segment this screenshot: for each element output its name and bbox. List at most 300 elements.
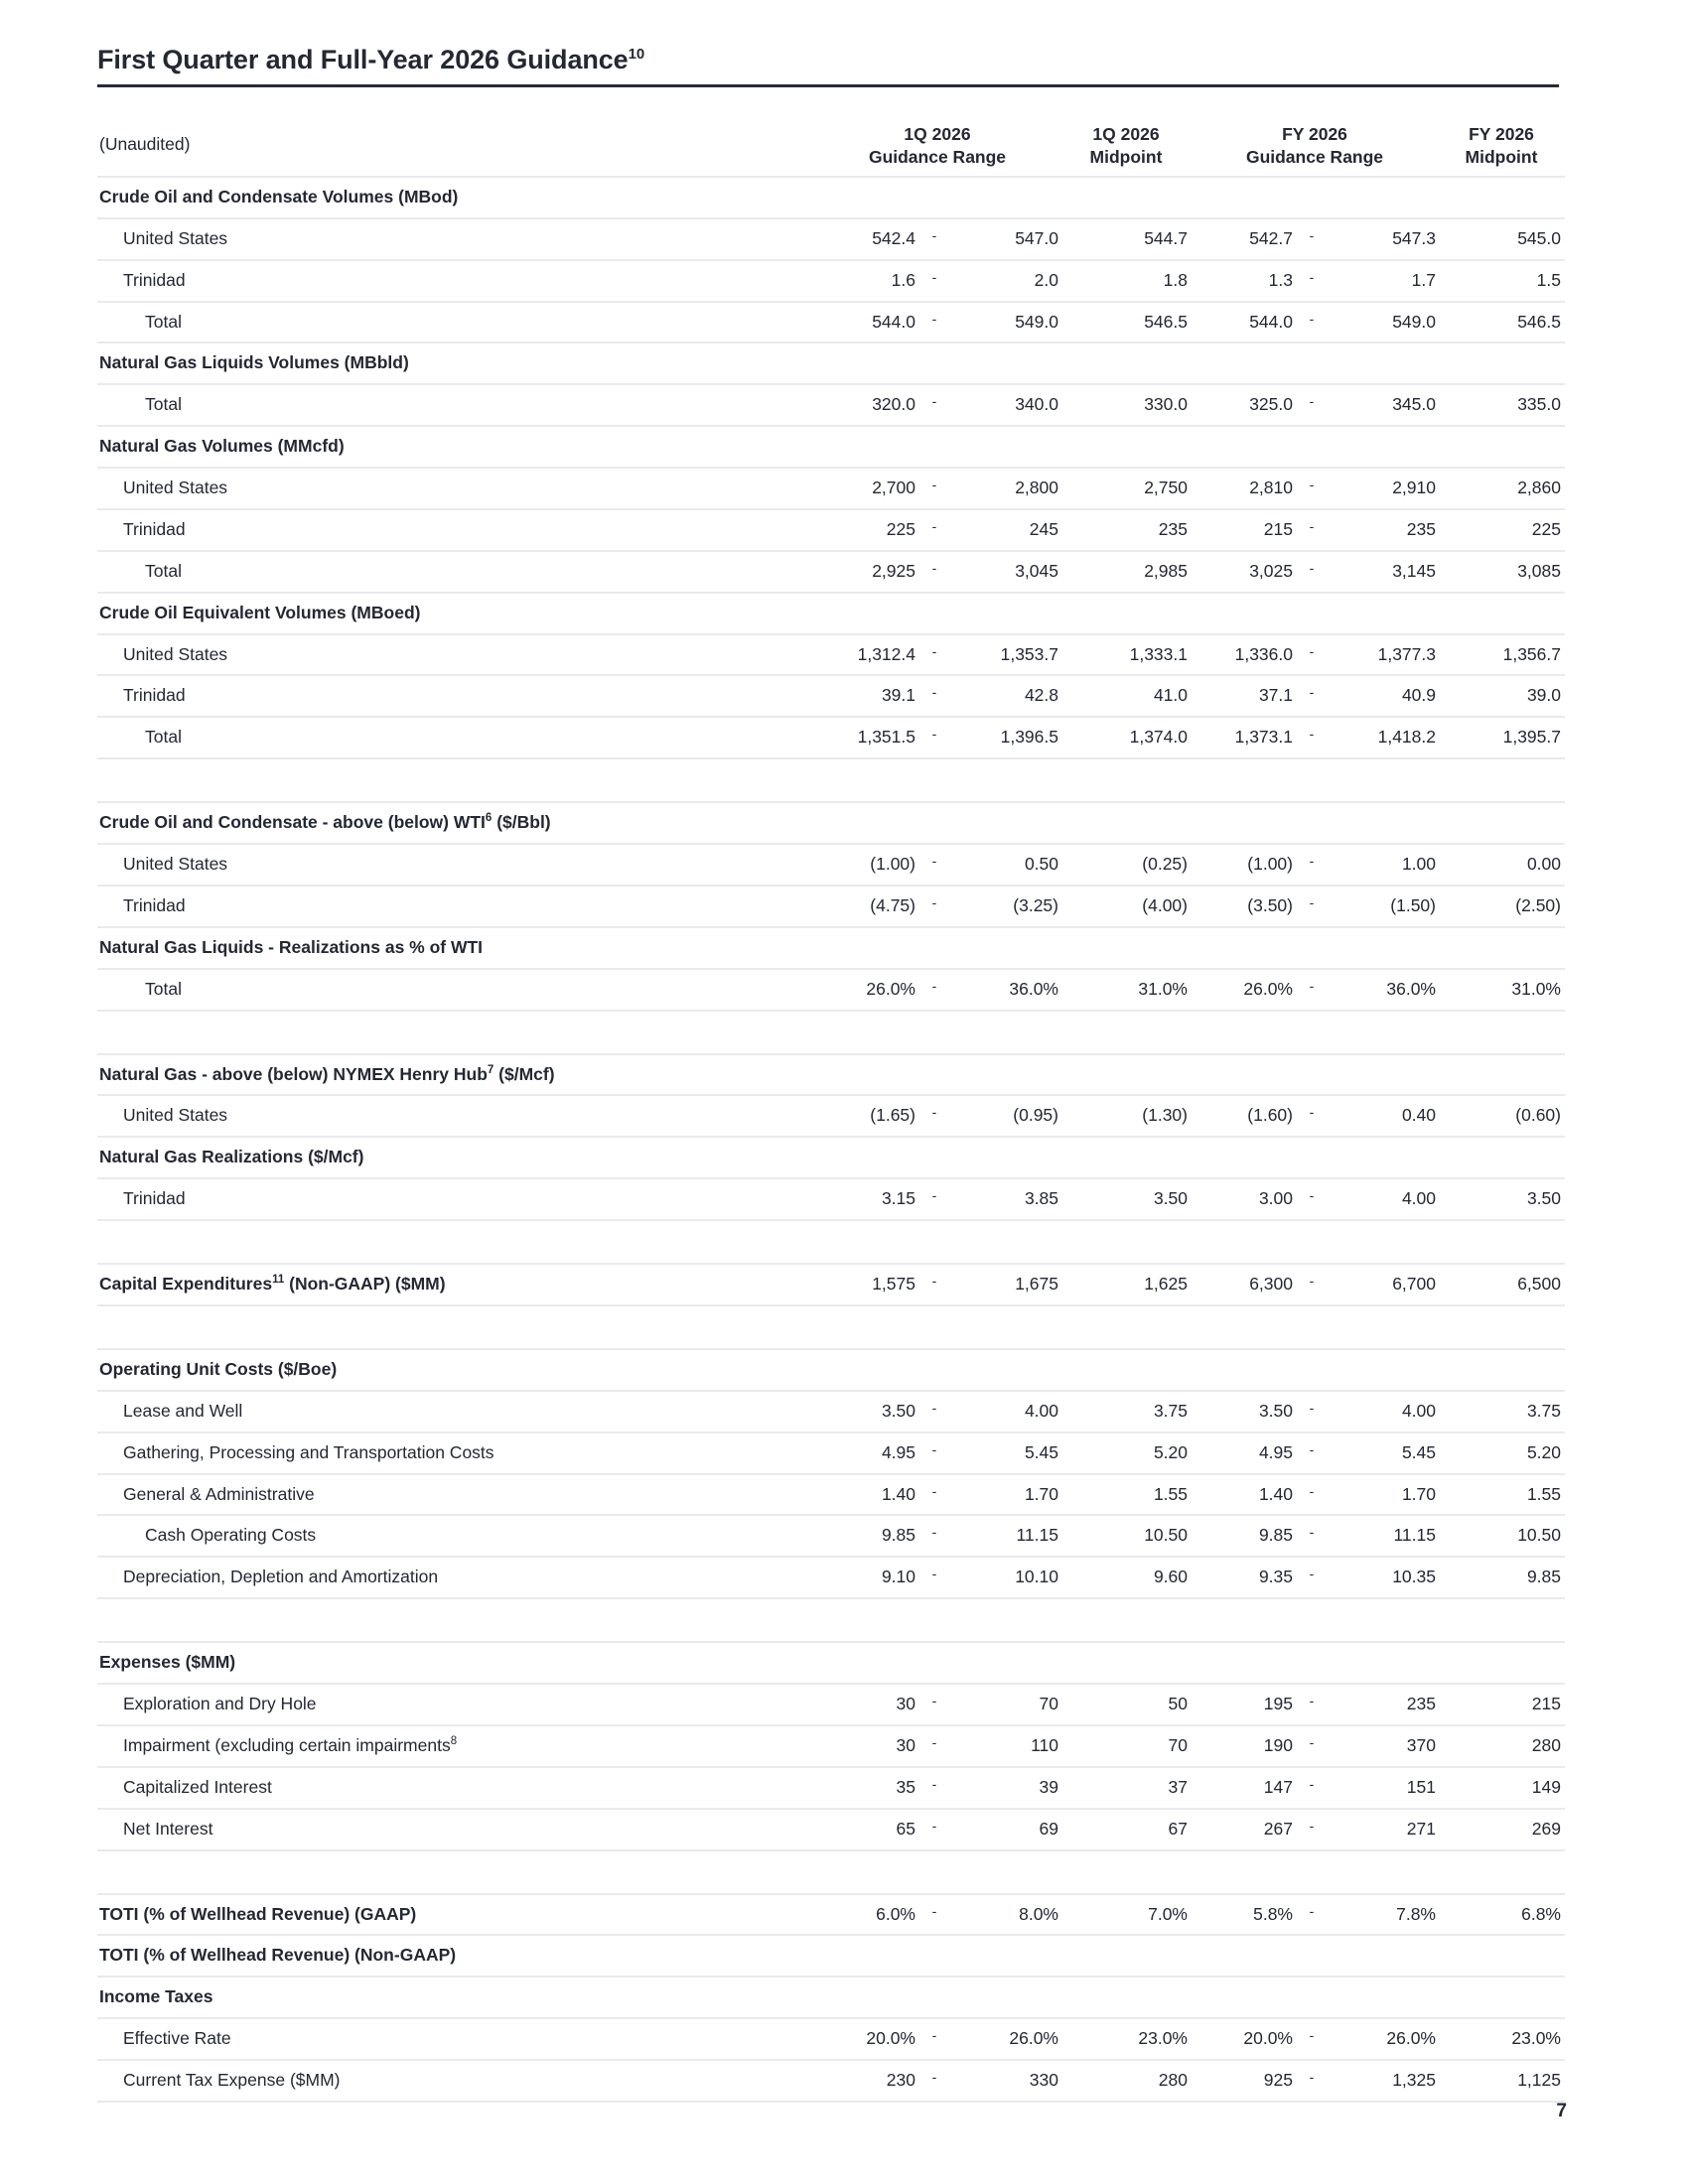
fy-midpoint [1438, 1642, 1565, 1684]
row-label-text: Natural Gas Volumes (MMcfd) [99, 436, 345, 457]
column-header-1q-guidance-range [814, 123, 1060, 177]
q-range-dash: - [917, 886, 951, 927]
row-label-text: Trinidad [123, 269, 186, 290]
fy-midpoint [1438, 593, 1565, 634]
fy-range-low: 3.00 [1192, 1178, 1295, 1220]
q-range-high [951, 177, 1060, 218]
fy-range-dash: - [1295, 468, 1329, 509]
table-row [97, 342, 1565, 384]
table-row [97, 634, 1565, 676]
row-label-text: Total [145, 394, 182, 415]
fy-midpoint [1438, 1137, 1565, 1178]
table-row [97, 509, 1565, 551]
row-label [97, 426, 814, 468]
table-row [97, 1137, 1565, 1178]
q-range-high: 1.70 [951, 1474, 1060, 1516]
table-row [97, 468, 1565, 509]
table-row [97, 1054, 1565, 1096]
fy-range-dash: - [1295, 260, 1329, 302]
fy-midpoint: 269 [1438, 1809, 1565, 1850]
row-label [97, 927, 814, 969]
q-range-dash: - [917, 1767, 951, 1809]
q-range-dash: - [917, 302, 951, 343]
fy-midpoint: 10.50 [1438, 1515, 1565, 1557]
fy-midpoint [1438, 177, 1565, 218]
fy-range-low [1192, 927, 1295, 969]
fy-range-high [1329, 1935, 1438, 1977]
row-label [97, 717, 814, 758]
fy-range-dash [1295, 342, 1329, 384]
fy-range-dash: - [1295, 1725, 1329, 1767]
fy-range-high: 4.00 [1329, 1178, 1438, 1220]
q-range-high: 1,675 [951, 1264, 1060, 1305]
spacer-cell [97, 1220, 1565, 1264]
fy-range-low: 9.35 [1192, 1557, 1295, 1598]
row-label-text: United States [123, 643, 228, 664]
row-label [97, 1178, 814, 1220]
row-label-text: Exploration and Dry Hole [123, 1694, 317, 1714]
row-label-text: Depreciation, Depletion and Amortization [123, 1567, 439, 1587]
fy-range-dash: - [1295, 551, 1329, 593]
fy-range-high: 3,145 [1329, 551, 1438, 593]
row-label-text: TOTI (% of Wellhead Revenue) (GAAP) [99, 1903, 417, 1924]
row-label-text: Income Taxes [99, 1986, 213, 2007]
fy-range-low: 267 [1192, 1809, 1295, 1850]
row-label-text: Natural Gas Liquids Volumes (MBbld) [99, 352, 409, 373]
spacer-cell [97, 1011, 1565, 1054]
q-midpoint: 546.5 [1060, 302, 1192, 343]
q-midpoint: 1.8 [1060, 260, 1192, 302]
q-midpoint [1060, 177, 1192, 218]
q-range-dash: - [917, 1515, 951, 1557]
row-label [97, 177, 814, 218]
q-range-high [951, 927, 1060, 969]
fy-midpoint: 3.50 [1438, 1178, 1565, 1220]
col4-line1: FY 2026 [1469, 123, 1534, 144]
fy-range-high: 4.00 [1329, 1391, 1438, 1433]
q-range-low: 1,351.5 [814, 717, 917, 758]
q-range-dash: - [917, 717, 951, 758]
row-label-text: Net Interest [123, 1818, 213, 1839]
fy-midpoint: 1.55 [1438, 1474, 1565, 1516]
q-midpoint [1060, 927, 1192, 969]
q-range-dash: - [917, 969, 951, 1011]
row-label-text: Current Tax Expense ($MM) [123, 2070, 341, 2091]
fy-midpoint: 6.8% [1438, 1894, 1565, 1936]
q-range-low: 39.1 [814, 675, 917, 717]
table-row [97, 1264, 1565, 1305]
q-range-low: 30 [814, 1725, 917, 1767]
table-row [97, 260, 1565, 302]
fy-range-dash: - [1295, 218, 1329, 260]
q-range-dash: - [917, 509, 951, 551]
fy-range-low: 1.40 [1192, 1474, 1295, 1516]
fy-range-low: 544.0 [1192, 302, 1295, 343]
row-label-text: TOTI (% of Wellhead Revenue) (Non-GAAP) [99, 1945, 457, 1966]
fy-range-high: 1.7 [1329, 260, 1438, 302]
row-label-text: Effective Rate [123, 2028, 231, 2049]
table-row [97, 1767, 1565, 1809]
row-label [97, 634, 814, 676]
fy-range-dash: - [1295, 844, 1329, 886]
fy-range-high: 1,377.3 [1329, 634, 1438, 676]
row-label [97, 342, 814, 384]
col2-line1: 1Q 2026 [1092, 123, 1160, 144]
col4-line2: Midpoint [1465, 147, 1538, 168]
q-range-low: 9.85 [814, 1515, 917, 1557]
q-range-low: 544.0 [814, 302, 917, 343]
row-label-suffix: (Non-GAAP) ($MM) [284, 1274, 446, 1295]
fy-midpoint: 1,395.7 [1438, 717, 1565, 758]
table-row [97, 1894, 1565, 1936]
q-range-low: 9.10 [814, 1557, 917, 1598]
q-midpoint [1060, 593, 1192, 634]
fy-range-dash: - [1295, 384, 1329, 426]
q-range-high [951, 1935, 1060, 1977]
row-label-suffix: ($/Bbl) [492, 812, 551, 833]
fy-range-dash: - [1295, 675, 1329, 717]
row-label-text: Lease and Well [123, 1400, 243, 1421]
row-label [97, 551, 814, 593]
fy-range-dash: - [1295, 969, 1329, 1011]
fy-midpoint: 149 [1438, 1767, 1565, 1809]
q-midpoint: (0.25) [1060, 844, 1192, 886]
fy-range-low: 542.7 [1192, 218, 1295, 260]
row-label [97, 2060, 814, 2102]
q-range-dash [917, 1977, 951, 2018]
q-range-dash: - [917, 1474, 951, 1516]
table-row [97, 927, 1565, 969]
table-row [97, 177, 1565, 218]
fy-range-dash: - [1295, 1474, 1329, 1516]
fy-midpoint: 546.5 [1438, 302, 1565, 343]
fy-range-dash: - [1295, 1515, 1329, 1557]
fy-range-dash: - [1295, 1809, 1329, 1850]
fy-range-low [1192, 802, 1295, 844]
row-label [97, 1474, 814, 1516]
q-range-high: 69 [951, 1809, 1060, 1850]
fy-range-high [1329, 342, 1438, 384]
spacer-cell [97, 1850, 1565, 1894]
spacer-cell [97, 1305, 1565, 1349]
table-row [97, 302, 1565, 343]
q-midpoint [1060, 342, 1192, 384]
q-range-high: 0.50 [951, 844, 1060, 886]
q-range-low: 35 [814, 1767, 917, 1809]
table-row [97, 1977, 1565, 2018]
fy-range-high: 2,910 [1329, 468, 1438, 509]
fy-range-dash: - [1295, 1095, 1329, 1137]
fy-range-high: 10.35 [1329, 1557, 1438, 1598]
q-range-low: 4.95 [814, 1433, 917, 1474]
q-range-low: 26.0% [814, 969, 917, 1011]
row-label-text: Crude Oil and Condensate - above (below) WTI [99, 812, 486, 833]
fy-midpoint: 225 [1438, 509, 1565, 551]
q-range-low: 225 [814, 509, 917, 551]
row-label [97, 260, 814, 302]
fy-range-dash [1295, 927, 1329, 969]
fy-range-high [1329, 802, 1438, 844]
fy-range-low: 3,025 [1192, 551, 1295, 593]
row-label [97, 468, 814, 509]
fy-midpoint [1438, 1977, 1565, 2018]
row-label [97, 218, 814, 260]
fy-midpoint: 3.75 [1438, 1391, 1565, 1433]
fy-range-low: 37.1 [1192, 675, 1295, 717]
q-range-high: 26.0% [951, 2018, 1060, 2060]
fy-range-low: 195 [1192, 1684, 1295, 1725]
table-row [97, 426, 1565, 468]
fy-midpoint: 0.00 [1438, 844, 1565, 886]
fy-range-dash: - [1295, 1391, 1329, 1433]
fy-range-high: 36.0% [1329, 969, 1438, 1011]
table-row [97, 2060, 1565, 2102]
fy-range-low [1192, 177, 1295, 218]
q-midpoint: 1.55 [1060, 1474, 1192, 1516]
fy-midpoint: 5.20 [1438, 1433, 1565, 1474]
fy-range-low: 1,336.0 [1192, 634, 1295, 676]
fy-range-low: 215 [1192, 509, 1295, 551]
fy-range-low: (1.00) [1192, 844, 1295, 886]
q-range-dash: - [917, 1557, 951, 1598]
q-range-low [814, 1935, 917, 1977]
row-label [97, 1557, 814, 1598]
row-label [97, 1515, 814, 1557]
page-title [97, 46, 1559, 75]
q-range-high: 5.45 [951, 1433, 1060, 1474]
table-row [97, 1349, 1565, 1391]
q-midpoint: 2,985 [1060, 551, 1192, 593]
fy-range-dash: - [1295, 1178, 1329, 1220]
fy-range-low: 6,300 [1192, 1264, 1295, 1305]
fy-midpoint [1438, 802, 1565, 844]
q-range-dash: - [917, 551, 951, 593]
q-midpoint [1060, 1349, 1192, 1391]
q-range-high: 11.15 [951, 1515, 1060, 1557]
fy-midpoint: 31.0% [1438, 969, 1565, 1011]
row-label-text: Trinidad [123, 518, 186, 539]
q-range-high [951, 1642, 1060, 1684]
q-midpoint: 41.0 [1060, 675, 1192, 717]
fy-range-high [1329, 1349, 1438, 1391]
row-label-footnote: 6 [485, 812, 492, 825]
table-body [97, 177, 1565, 2102]
row-label-text: Impairment (excluding certain impairments [123, 1734, 451, 1755]
fy-range-high: 26.0% [1329, 2018, 1438, 2060]
fy-range-high: 547.3 [1329, 218, 1438, 260]
fy-range-low: 147 [1192, 1767, 1295, 1809]
q-midpoint: 5.20 [1060, 1433, 1192, 1474]
q-range-high [951, 593, 1060, 634]
q-range-high: 4.00 [951, 1391, 1060, 1433]
table-header [97, 123, 1565, 177]
row-label [97, 509, 814, 551]
row-label-text: Operating Unit Costs ($/Boe) [99, 1358, 338, 1379]
fy-range-low [1192, 1054, 1295, 1096]
row-label [97, 1391, 814, 1433]
row-label [97, 302, 814, 343]
q-range-high: 547.0 [951, 218, 1060, 260]
row-label [97, 844, 814, 886]
row-label-text: Capital Expenditures [99, 1274, 273, 1295]
row-label [97, 384, 814, 426]
q-range-low [814, 1349, 917, 1391]
table-spacer-row [97, 1220, 1565, 1264]
q-range-dash: - [917, 1264, 951, 1305]
q-range-low [814, 426, 917, 468]
fy-midpoint: (2.50) [1438, 886, 1565, 927]
fy-range-dash: - [1295, 634, 1329, 676]
q-range-dash [917, 1054, 951, 1096]
fy-range-dash [1295, 177, 1329, 218]
fy-midpoint: 1,125 [1438, 2060, 1565, 2102]
fy-midpoint: 3,085 [1438, 551, 1565, 593]
q-midpoint: 67 [1060, 1809, 1192, 1850]
fy-midpoint [1438, 426, 1565, 468]
fy-range-low: 20.0% [1192, 2018, 1295, 2060]
fy-range-low: 26.0% [1192, 969, 1295, 1011]
q-range-dash: - [917, 1178, 951, 1220]
fy-range-dash: - [1295, 886, 1329, 927]
fy-range-high [1329, 1137, 1438, 1178]
q-range-low [814, 177, 917, 218]
fy-range-high: 7.8% [1329, 1894, 1438, 1936]
fy-range-high: 1,418.2 [1329, 717, 1438, 758]
q-range-high: 2,800 [951, 468, 1060, 509]
q-range-high: 1,396.5 [951, 717, 1060, 758]
row-label [97, 1935, 814, 1977]
q-range-high [951, 342, 1060, 384]
q-range-dash: - [917, 2018, 951, 2060]
q-range-low: 1,575 [814, 1264, 917, 1305]
table-row [97, 1433, 1565, 1474]
page-number: 7 [1556, 2101, 1567, 2121]
row-label-text: Gathering, Processing and Transportation Costs [123, 1441, 494, 1462]
fy-range-low: 3.50 [1192, 1391, 1295, 1433]
fy-range-low [1192, 1642, 1295, 1684]
q-midpoint: 544.7 [1060, 218, 1192, 260]
fy-range-dash [1295, 426, 1329, 468]
q-range-high: 36.0% [951, 969, 1060, 1011]
q-range-dash: - [917, 1684, 951, 1725]
q-midpoint: 1,625 [1060, 1264, 1192, 1305]
table-spacer-row [97, 1598, 1565, 1642]
q-midpoint [1060, 1054, 1192, 1096]
fy-range-dash [1295, 802, 1329, 844]
fy-range-dash: - [1295, 1433, 1329, 1474]
q-midpoint: 31.0% [1060, 969, 1192, 1011]
row-label-text: Trinidad [123, 894, 186, 915]
q-midpoint: 23.0% [1060, 2018, 1192, 2060]
column-header-fy-midpoint [1438, 123, 1565, 177]
fy-midpoint [1438, 1054, 1565, 1096]
q-range-high: (3.25) [951, 886, 1060, 927]
q-range-low [814, 927, 917, 969]
table-row [97, 593, 1565, 634]
fy-range-dash [1295, 1935, 1329, 1977]
q-range-low [814, 1642, 917, 1684]
row-label [97, 2018, 814, 2060]
fy-range-high: 6,700 [1329, 1264, 1438, 1305]
fy-range-dash: - [1295, 302, 1329, 343]
q-range-low: 65 [814, 1809, 917, 1850]
row-label-text: Total [145, 978, 182, 999]
q-range-low [814, 1054, 917, 1096]
fy-range-low: (1.60) [1192, 1095, 1295, 1137]
q-range-dash: - [917, 844, 951, 886]
fy-midpoint: 6,500 [1438, 1264, 1565, 1305]
page-title-footnote: 10 [628, 46, 645, 63]
q-range-dash: - [917, 384, 951, 426]
fy-range-dash: - [1295, 509, 1329, 551]
table-row [97, 1095, 1565, 1137]
q-range-dash: - [917, 468, 951, 509]
fy-range-high: 5.45 [1329, 1433, 1438, 1474]
table-row [97, 384, 1565, 426]
q-range-high [951, 802, 1060, 844]
col3-line2: Guidance Range [1245, 147, 1384, 168]
fy-range-dash [1295, 1642, 1329, 1684]
fy-range-high: 1,325 [1329, 2060, 1438, 2102]
spacer-cell [97, 1598, 1565, 1642]
fy-midpoint: 2,860 [1438, 468, 1565, 509]
q-range-dash [917, 1349, 951, 1391]
fy-midpoint: 1,356.7 [1438, 634, 1565, 676]
q-midpoint [1060, 1137, 1192, 1178]
table-row [97, 886, 1565, 927]
spacer-cell [97, 758, 1565, 802]
row-label [97, 1137, 814, 1178]
q-midpoint: 10.50 [1060, 1515, 1192, 1557]
q-range-dash [917, 927, 951, 969]
row-label-footnote: 7 [487, 1063, 494, 1076]
fy-range-low [1192, 1977, 1295, 2018]
fy-midpoint [1438, 1349, 1565, 1391]
fy-midpoint: (0.60) [1438, 1095, 1565, 1137]
fy-midpoint: 335.0 [1438, 384, 1565, 426]
q-range-low: 3.15 [814, 1178, 917, 1220]
column-header-1q-midpoint [1060, 123, 1192, 177]
fy-midpoint [1438, 1935, 1565, 1977]
q-range-low: 2,700 [814, 468, 917, 509]
q-range-dash: - [917, 1725, 951, 1767]
q-range-low [814, 342, 917, 384]
table-row [97, 1178, 1565, 1220]
q-range-low: 3.50 [814, 1391, 917, 1433]
q-range-low: 30 [814, 1684, 917, 1725]
table-row [97, 675, 1565, 717]
table-row [97, 2018, 1565, 2060]
row-label-text: Natural Gas - above (below) NYMEX Henry Hub [99, 1063, 488, 1084]
q-range-dash [917, 802, 951, 844]
q-range-dash: - [917, 634, 951, 676]
q-midpoint [1060, 1935, 1192, 1977]
fy-range-low: 5.8% [1192, 1894, 1295, 1936]
row-label [97, 1264, 814, 1305]
fy-midpoint: 9.85 [1438, 1557, 1565, 1598]
q-midpoint: 235 [1060, 509, 1192, 551]
q-range-dash [917, 593, 951, 634]
fy-range-dash: - [1295, 1557, 1329, 1598]
q-range-high: 3.85 [951, 1178, 1060, 1220]
q-range-low: (1.65) [814, 1095, 917, 1137]
table-row [97, 717, 1565, 758]
q-midpoint: (1.30) [1060, 1095, 1192, 1137]
q-range-high [951, 426, 1060, 468]
fy-range-high: 40.9 [1329, 675, 1438, 717]
q-range-high [951, 1054, 1060, 1096]
fy-range-high: 11.15 [1329, 1515, 1438, 1557]
